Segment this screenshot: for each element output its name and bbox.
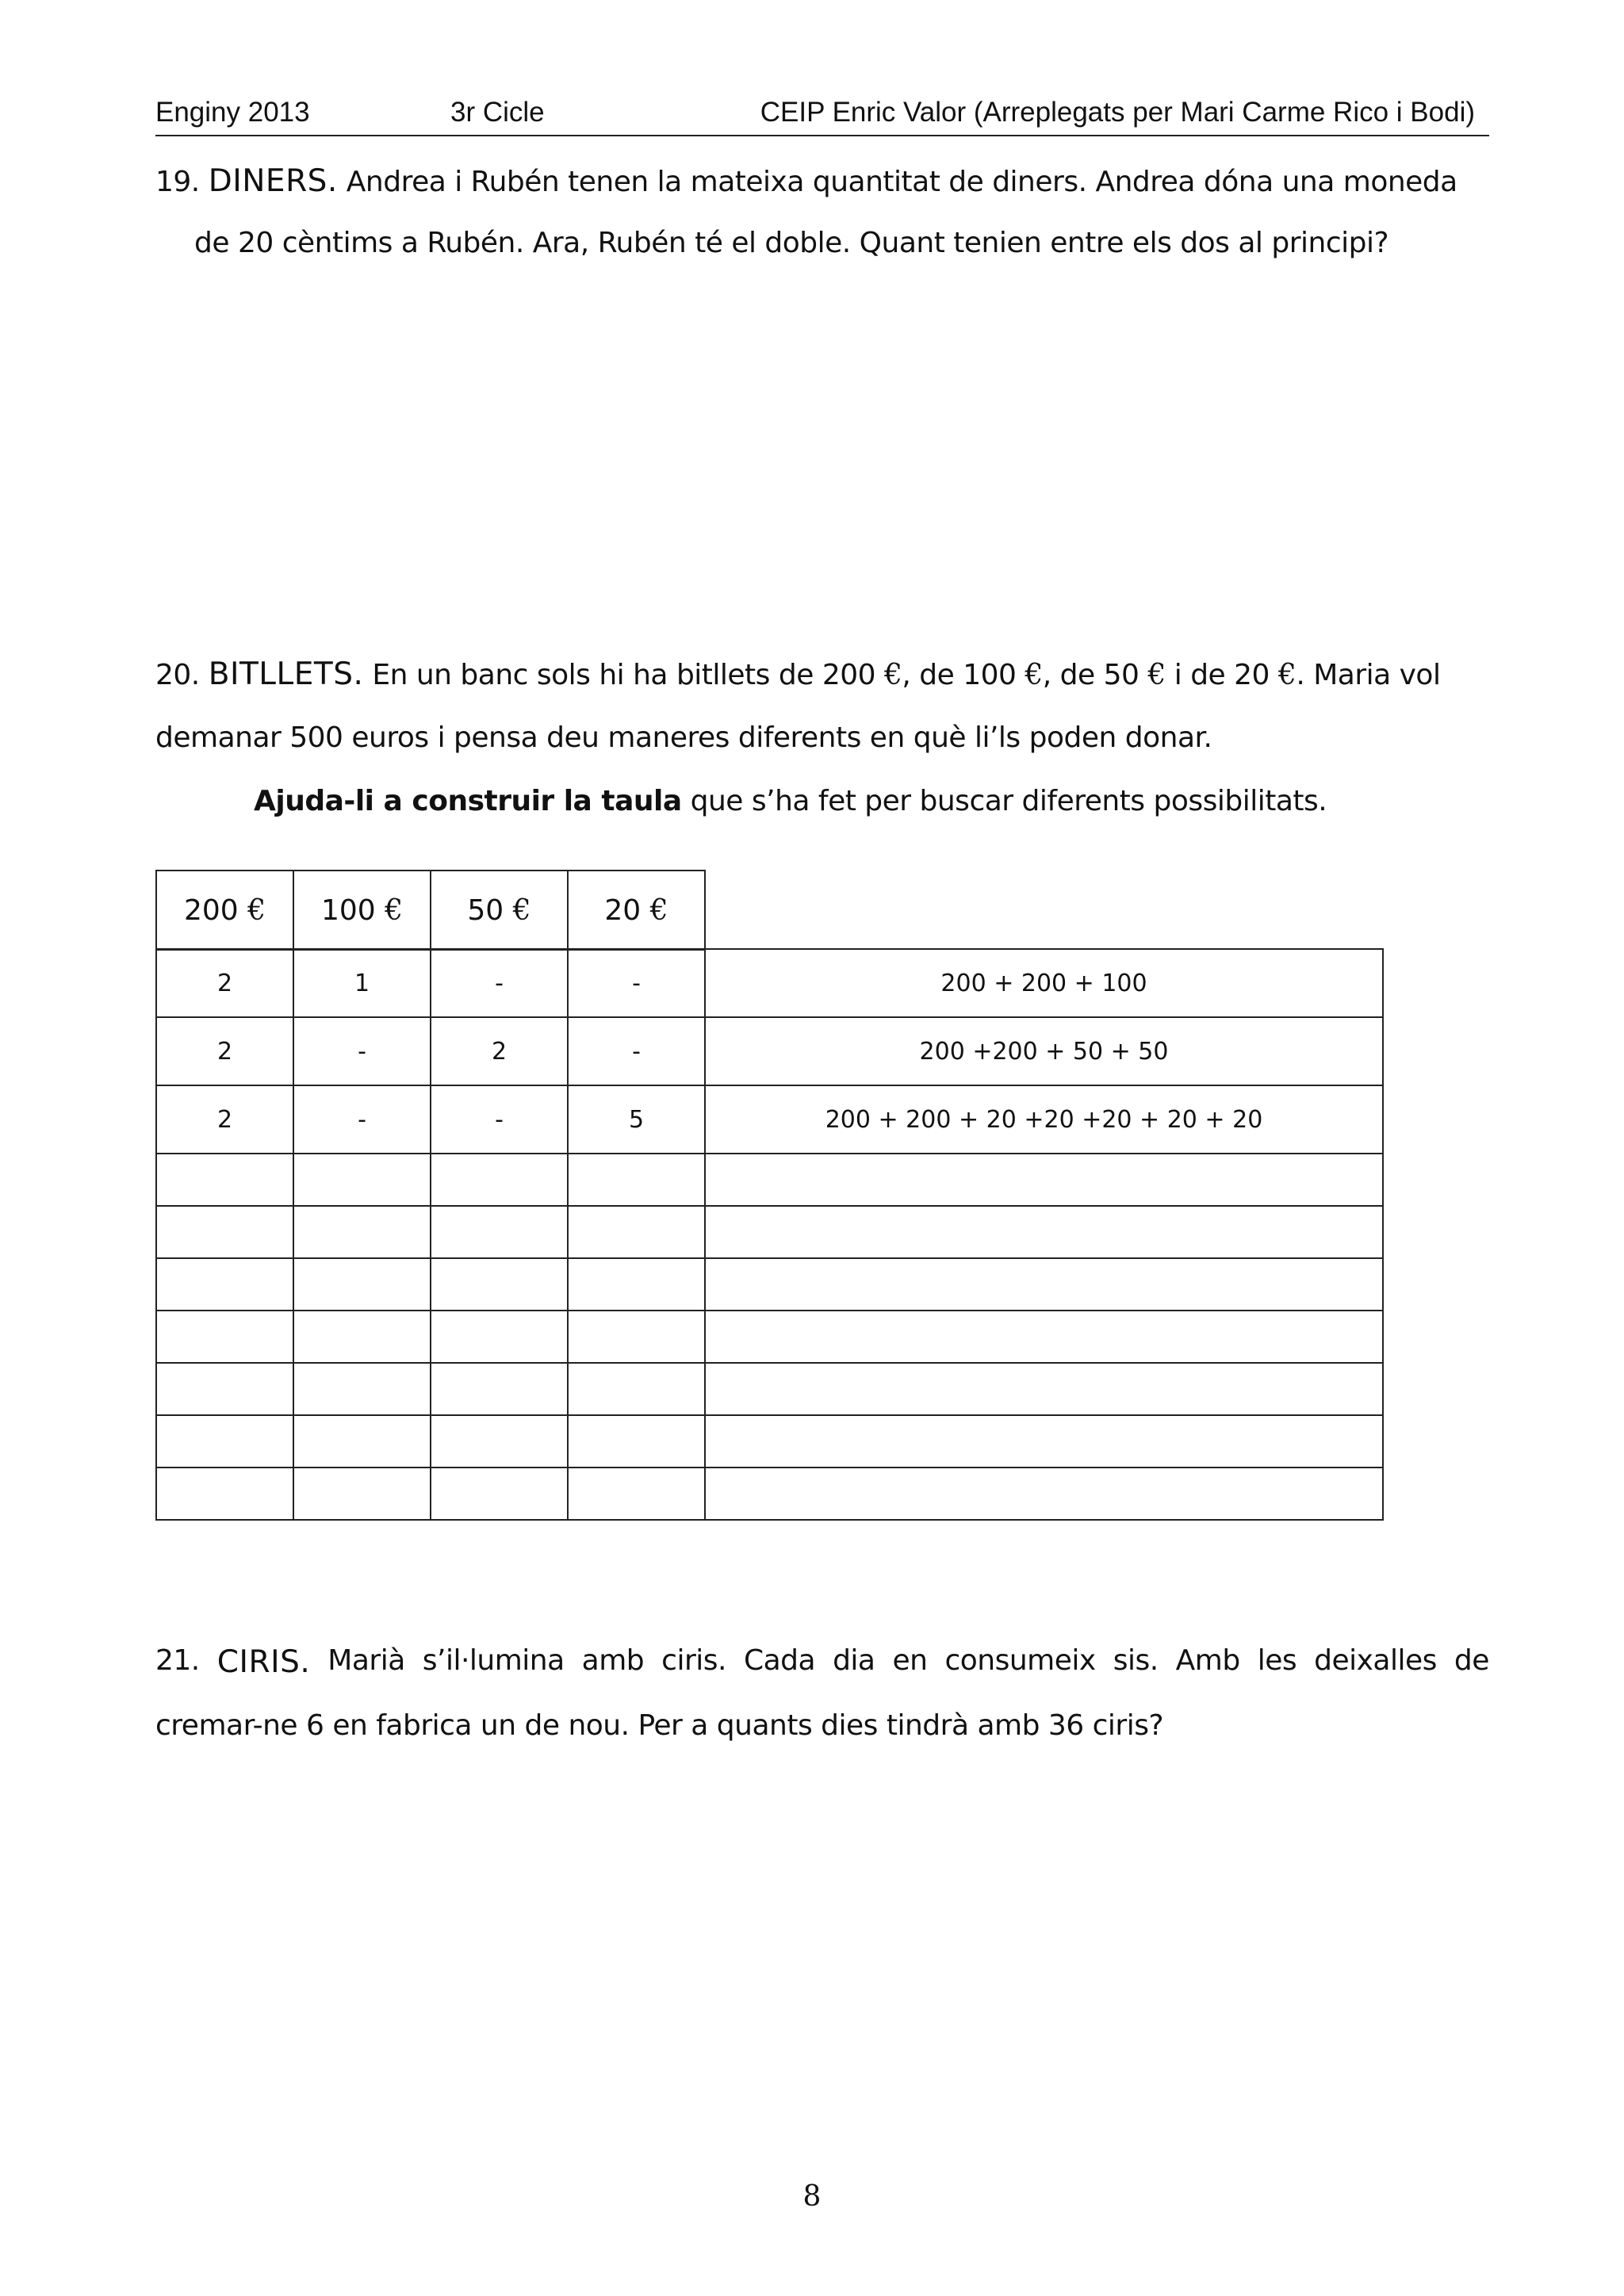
- word: Amb: [1175, 1644, 1240, 1677]
- empty-cell[interactable]: [568, 1468, 705, 1520]
- empty-sum-cell[interactable]: [705, 1363, 1383, 1415]
- header-cell-100: 100 €: [293, 871, 431, 950]
- empty-cell[interactable]: [568, 1258, 705, 1311]
- problem-19-number: 19.: [155, 166, 200, 198]
- table-cell: 2: [156, 1085, 293, 1154]
- empty-cell[interactable]: [156, 1415, 293, 1468]
- table-cell: 2: [156, 949, 293, 1017]
- empty-cell[interactable]: [568, 1415, 705, 1468]
- empty-sum-cell[interactable]: [705, 1154, 1383, 1206]
- problem-20-text-e: . Maria vol: [1296, 659, 1441, 691]
- euro-symbol: €: [883, 659, 902, 691]
- empty-cell[interactable]: [156, 1154, 293, 1206]
- empty-cell[interactable]: [293, 1154, 431, 1206]
- table-sum-cell: 200 + 200 + 100: [705, 949, 1383, 1017]
- word: de: [1454, 1644, 1489, 1677]
- problem-20-instruction-bold: Ajuda-li a construir la taula: [254, 785, 682, 817]
- empty-cell[interactable]: [431, 1363, 568, 1415]
- problem-19-line-1: [155, 163, 1457, 199]
- table-cell: -: [568, 949, 705, 1017]
- empty-cell[interactable]: [156, 1363, 293, 1415]
- word: en: [892, 1644, 928, 1677]
- empty-cell[interactable]: [293, 1415, 431, 1468]
- empty-cell[interactable]: [293, 1363, 431, 1415]
- empty-cell[interactable]: [293, 1468, 431, 1520]
- word: consumeix: [944, 1644, 1096, 1677]
- table-sum-cell: 200 + 200 + 20 +20 +20 + 20 + 20: [705, 1085, 1383, 1154]
- problem-20-text-a: En un banc sols hi ha bitllets de 200: [372, 659, 876, 691]
- problem-20-line-2: demanar 500 euros i pensa deu maneres diferents en què li’ls poden donar.: [155, 721, 1212, 754]
- table-cell: 2: [431, 1017, 568, 1085]
- header-cell-20: 20 €: [568, 871, 705, 950]
- table-row: [156, 949, 1383, 1017]
- table-cell: -: [568, 1017, 705, 1085]
- empty-cell[interactable]: [431, 1468, 568, 1520]
- header-cell-200: 200 €: [156, 871, 293, 950]
- problem-19-text-1: Andrea i Rubén tenen la mateixa quantitat de diners. Andrea dóna una moneda: [346, 166, 1457, 198]
- banknote-table-header: [155, 870, 706, 951]
- word: amb: [581, 1644, 645, 1677]
- table-row-empty[interactable]: [156, 1258, 1383, 1311]
- empty-sum-cell[interactable]: [705, 1468, 1383, 1520]
- empty-sum-cell[interactable]: [705, 1311, 1383, 1363]
- table-cell: 2: [156, 1017, 293, 1085]
- empty-cell[interactable]: [568, 1311, 705, 1363]
- problem-20-line-1: [155, 656, 1440, 692]
- empty-cell[interactable]: [431, 1415, 568, 1468]
- table-cell: -: [293, 1085, 431, 1154]
- word: dia: [833, 1644, 875, 1677]
- header-cell-50: 50 €: [431, 871, 568, 950]
- empty-cell[interactable]: [156, 1258, 293, 1311]
- problem-21-title: CIRIS.: [216, 1644, 311, 1680]
- table-cell: 5: [568, 1085, 705, 1154]
- problem-20-number: 20.: [155, 659, 200, 691]
- table-row-empty[interactable]: [156, 1311, 1383, 1363]
- problem-20-text-b: , de 100: [902, 659, 1017, 691]
- table-row-empty[interactable]: [156, 1154, 1383, 1206]
- empty-sum-cell[interactable]: [705, 1206, 1383, 1258]
- empty-cell[interactable]: [156, 1468, 293, 1520]
- table-cell: -: [293, 1017, 431, 1085]
- problem-20-line-3: [254, 785, 1327, 817]
- table-row: [156, 1085, 1383, 1154]
- header-right: CEIP Enric Valor (Arreplegats per Mari Carme Rico i Bodi): [760, 97, 1475, 128]
- word: les: [1257, 1644, 1297, 1677]
- empty-cell[interactable]: [568, 1363, 705, 1415]
- empty-cell[interactable]: [156, 1206, 293, 1258]
- empty-cell[interactable]: [568, 1154, 705, 1206]
- table-cell: -: [431, 1085, 568, 1154]
- problem-21-line-1: [155, 1644, 1489, 1680]
- word: Cada: [743, 1644, 816, 1677]
- euro-symbol: €: [1025, 659, 1043, 691]
- empty-sum-cell[interactable]: [705, 1258, 1383, 1311]
- word: Marià: [327, 1644, 405, 1677]
- table-row-empty[interactable]: [156, 1415, 1383, 1468]
- problem-19-line-2: de 20 cèntims a Rubén. Ara, Rubén té el doble. Quant tenien entre els dos al principi?: [194, 227, 1389, 259]
- word: ciris.: [661, 1644, 726, 1677]
- banknote-table: [155, 948, 1384, 1521]
- problem-20-title: BITLLETS.: [208, 656, 364, 692]
- table-cell: -: [431, 949, 568, 1017]
- euro-symbol: €: [1147, 659, 1166, 691]
- word: sis.: [1113, 1644, 1159, 1677]
- empty-cell[interactable]: [293, 1206, 431, 1258]
- empty-cell[interactable]: [431, 1258, 568, 1311]
- table-row: [156, 1017, 1383, 1085]
- problem-21-line-2: cremar-ne 6 en fabrica un de nou. Per a quants dies tindrà amb 36 ciris?: [155, 1709, 1164, 1742]
- page-number: 8: [802, 2180, 822, 2213]
- word: s’il·lumina: [422, 1644, 565, 1677]
- empty-cell[interactable]: [293, 1258, 431, 1311]
- table-row-empty[interactable]: [156, 1363, 1383, 1415]
- empty-cell[interactable]: [568, 1206, 705, 1258]
- problem-20-text-d: i de 20: [1174, 659, 1270, 691]
- problem-20-instruction-rest: que s’ha fet per buscar diferents possibilitats.: [690, 785, 1327, 817]
- table-sum-cell: 200 +200 + 50 + 50: [705, 1017, 1383, 1085]
- problem-19-title: DINERS.: [208, 163, 338, 199]
- table-row-empty[interactable]: [156, 1468, 1383, 1520]
- empty-cell[interactable]: [293, 1311, 431, 1363]
- page-header: [155, 94, 1489, 136]
- table-cell: 1: [293, 949, 431, 1017]
- problem-21-number: 21.: [155, 1644, 200, 1677]
- header-middle: 3r Cicle: [450, 97, 545, 128]
- table-row-empty[interactable]: [156, 1206, 1383, 1258]
- empty-cell[interactable]: [431, 1154, 568, 1206]
- header-left: Enginy 2013: [155, 97, 310, 128]
- word: deixalles: [1314, 1644, 1437, 1677]
- problem-20-text-c: , de 50: [1042, 659, 1139, 691]
- empty-cell[interactable]: [431, 1311, 568, 1363]
- euro-symbol: €: [1277, 659, 1297, 691]
- empty-sum-cell[interactable]: [705, 1415, 1383, 1468]
- empty-cell[interactable]: [431, 1206, 568, 1258]
- empty-cell[interactable]: [156, 1311, 293, 1363]
